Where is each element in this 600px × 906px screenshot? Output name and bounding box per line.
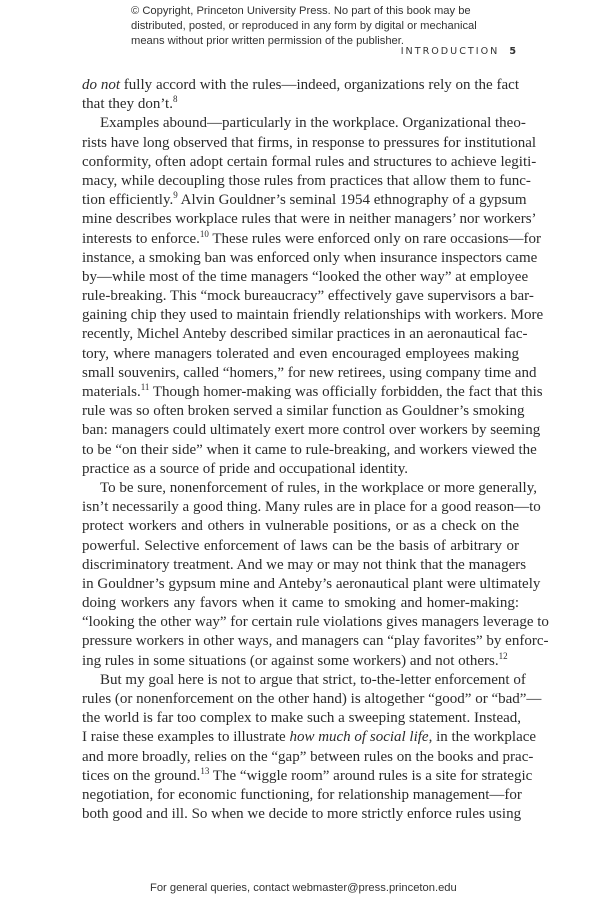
text-line: [82, 268, 529, 287]
text-run: To be sure, nonenforcement of rules, in the workplace or more generally,: [100, 479, 537, 496]
text-line: [82, 460, 519, 479]
italic-text: how much of social life: [289, 729, 429, 746]
text-line: [82, 325, 528, 344]
text-run: mine describes workplace rules that were in neither managers’ nor workers’: [82, 211, 537, 228]
text-line: [82, 805, 522, 824]
text-line: [82, 537, 519, 556]
text-run: and more broadly, relies on the “gap” between rules on the books and prac-: [82, 748, 534, 765]
text-run: isn’t necessarily a good thing. Many rules are in place for a good reason—to: [82, 499, 541, 516]
text-run: gaining chip they used to maintain friendly relationships with workers. More: [82, 307, 544, 324]
text-line: [82, 95, 519, 114]
text-run: negotiation, for economic functioning, for relationship management—for: [82, 786, 522, 803]
text-run: recently, Michel Anteby described similar practices in an aeronautical fac-: [82, 326, 528, 343]
text-line: [82, 786, 522, 805]
text-line: [82, 402, 525, 421]
text-line: [82, 748, 534, 767]
text-run: both good and ill. So when we decide to more strictly enforce rules using: [82, 806, 522, 823]
text-line: [82, 517, 519, 536]
footnote-ref: 9: [173, 190, 178, 201]
text-run: tory, where managers tolerated and even encouraged employees making: [82, 345, 519, 362]
text-run: ing rules in some situations (or against some workers) and not others.: [82, 652, 499, 669]
body-text: [82, 76, 549, 824]
text-line: [82, 287, 534, 306]
text-run: conformity, often adopt certain formal rules and structures to achieve legiti-: [82, 153, 537, 170]
paragraph: [82, 76, 519, 114]
text-run: “looking the other way” for certain rule violations gives managers leverage to: [82, 614, 549, 631]
text-run: These rules were enforced only on rare occasions—for: [208, 230, 541, 247]
text-run: protect workers and others in vulnerable positions, or as a check on the: [82, 518, 519, 535]
text-run: fully accord with the rules—indeed, organizations rely on the fact: [119, 77, 519, 93]
text-line: [82, 652, 519, 671]
text-line: [82, 498, 541, 517]
text-run: to be “on their side” when it came to rule-breaking, and workers viewed the: [82, 441, 537, 458]
text-run: by—while most of the time managers “looked the other way” at employee: [82, 268, 529, 285]
text-line: [82, 249, 538, 268]
text-run: powerful. Selective enforcement of laws can be the basis of arbitrary or: [82, 537, 519, 554]
text-line: [82, 575, 541, 594]
text-run: that they don’t.: [82, 96, 173, 113]
text-run: The “wiggle room” around rules is a site for strategic: [209, 767, 533, 784]
text-run: I raise these examples to illustrate: [82, 729, 290, 746]
text-run: macy, while decoupling those rules from practices that allow them to func-: [82, 172, 531, 189]
copyright-line: distributed, posted, or reproduced in any form by digital or mechanical: [131, 20, 477, 32]
text-run: practice as a source of pride and occupational identity.: [82, 460, 408, 477]
text-line: [82, 709, 522, 728]
running-head: [401, 46, 516, 57]
italic-text: do not: [82, 77, 120, 93]
text-run: ban: managers could ultimately exert more control over workers by seeming: [82, 422, 541, 439]
text-run: tion efficiently.: [82, 192, 174, 209]
footnote-ref: 11: [140, 382, 150, 392]
text-run: doing workers any favors when it came to smoking and homer-making:: [82, 595, 519, 612]
footnote-ref: 13: [200, 765, 210, 776]
text-line: [82, 345, 519, 364]
text-run: rists have long observed that firms, in response to pressures for institutional: [82, 134, 537, 151]
copyright-line: © Copyright, Princeton University Press. No part of this book may be: [131, 5, 471, 17]
text-line: [82, 690, 542, 709]
text-run: rule-breaking. This “mock bureaucracy” effectively gave supervisors a bar-: [82, 288, 534, 305]
text-line: [82, 228, 541, 249]
text-line: [82, 632, 549, 651]
text-run: instance, a smoking ban was enforced only when insurance inspectors came: [82, 249, 538, 266]
text-line: [82, 210, 537, 229]
text-line: [82, 153, 537, 172]
text-line: [82, 441, 537, 460]
text-line: [82, 765, 533, 786]
footer-contact: For general queries, contact webmaster@press.princeton.edu: [150, 882, 457, 894]
text-run: rules (or nonenforcement on the other hand) is altogether “good” or “bad”—: [82, 691, 542, 707]
paragraph: [82, 114, 544, 479]
text-line: [82, 556, 527, 575]
footnote-ref: 12: [498, 650, 508, 661]
text-run: materials.: [82, 384, 141, 400]
copyright-line: means without prior written permission of the publisher.: [131, 35, 404, 47]
text-run: But my goal here is not to argue that strict, to-the-letter enforcement of: [100, 671, 526, 688]
text-run: the world is far too complex to make such a sweeping statement. Instead,: [82, 710, 522, 727]
text-line: [82, 114, 526, 133]
text-line: [82, 172, 531, 191]
running-head-section: INTRODUCTION: [400, 46, 500, 57]
footnote-ref: 8: [172, 94, 178, 105]
footnote-ref: 10: [199, 228, 209, 239]
text-run: in Gouldner’s gypsum mine and Anteby’s aeronautical plant were ultimately: [82, 575, 541, 592]
text-line: [82, 671, 526, 690]
text-run: , in the workplace: [428, 729, 537, 746]
text-line: [82, 421, 541, 440]
text-run: rule was so often broken served a similar function as Gouldner’s smoking: [82, 403, 525, 420]
page-number: 5: [509, 46, 516, 57]
text-line: [82, 382, 543, 402]
text-run: Though homer-making was officially forbidden, the fact that this: [149, 384, 543, 400]
text-run: Examples abound—particularly in the workplace. Organizational theo-: [100, 115, 526, 132]
text-line: [82, 613, 549, 632]
paragraph: [82, 671, 542, 825]
text-run: tices on the ground.: [82, 767, 201, 784]
text-line: [82, 190, 527, 210]
text-run: discriminatory treatment. And we may or may not think that the managers: [82, 556, 527, 573]
text-line: [82, 594, 519, 613]
paragraph: [82, 479, 549, 671]
text-line: [82, 479, 537, 498]
text-line: [82, 364, 537, 383]
text-line: [82, 134, 537, 153]
text-run: small souvenirs, called “homers,” for new retirees, using company time and: [82, 364, 537, 381]
text-line: [82, 306, 544, 325]
copyright-notice: [131, 4, 531, 49]
text-run: pressure workers in other ways, and managers can “play favorites” by enforc-: [82, 633, 549, 650]
text-run: Alvin Gouldner’s seminal 1954 ethnography of a gypsum: [177, 192, 527, 209]
text-run: interests to enforce.: [82, 230, 200, 247]
text-line: [82, 728, 537, 747]
text-line: [82, 76, 519, 95]
